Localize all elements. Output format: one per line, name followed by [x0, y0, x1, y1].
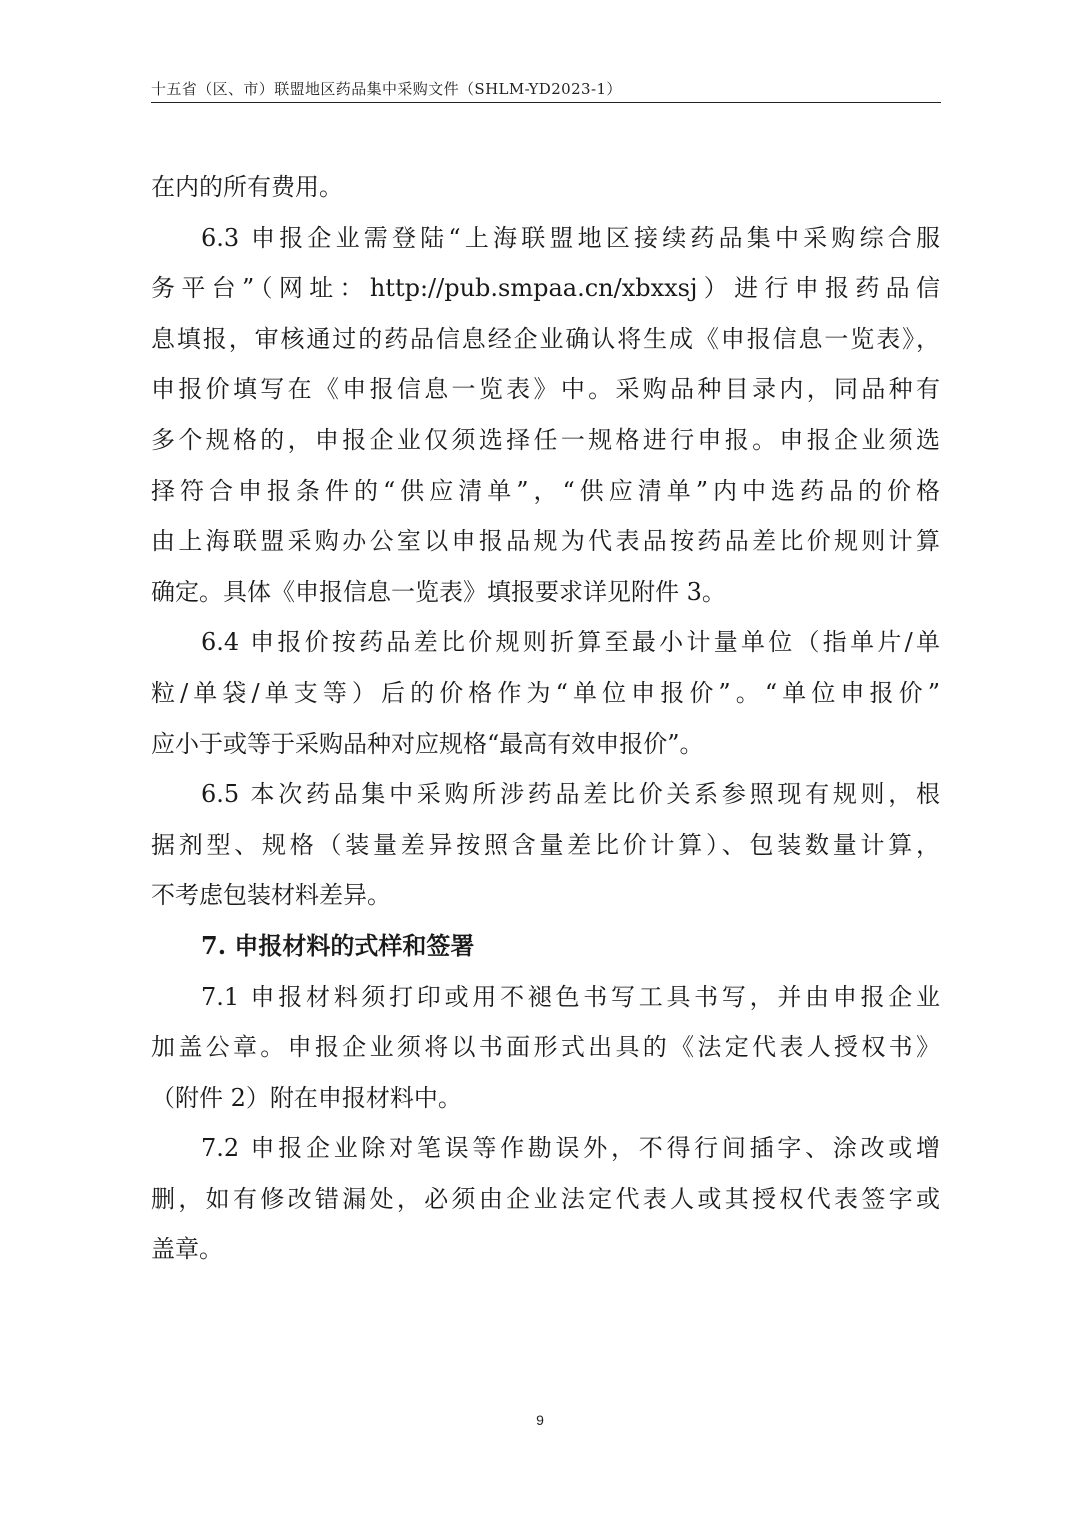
clause-6-5-line: 6.5 本次药品集中采购所涉药品差比价关系参照现有规则，根 — [201, 780, 940, 809]
page-header — [151, 77, 941, 103]
document-title: 十五省（区、市）联盟地区药品集中采购文件（SHLM-YD2023-1） — [151, 80, 622, 98]
clause-7-1-line: 7.1 申报材料须打印或用不褪色书写工具书写，并由申报企业 — [201, 982, 940, 1011]
text-line: 盖章。 — [151, 1235, 223, 1264]
page-number: 9 — [536, 1412, 544, 1428]
text-line: 息填报，审核通过的药品信息经企业确认将生成《申报信息一览表》， — [151, 324, 940, 353]
text-line: 择符合申报条件的“供应清单”，“供应清单”内中选药品的价格 — [151, 476, 940, 505]
clause-7-2-line: 7.2 申报企业除对笔误等作勘误外，不得行间插字、涂改或增 — [201, 1134, 940, 1163]
text-line: 务平台”（网址：http://pub.smpaa.cn/xbxxsj）进行申报药品信 — [151, 274, 940, 303]
text-line: 确定。具体《申报信息一览表》填报要求详见附件 3。 — [151, 577, 726, 606]
text-line: （附件 2）附在申报材料中。 — [151, 1083, 462, 1112]
clause-6-3-line: 6.3 申报企业需登陆“上海联盟地区接续药品集中采购综合服 — [201, 223, 940, 252]
text-line: 不考虑包装材料差异。 — [151, 881, 391, 910]
text-line: 粒/单袋/单支等）后的价格作为“单位申报价”。“单位申报价” — [151, 678, 940, 707]
text-line: 加盖公章。申报企业须将以书面形式出具的《法定代表人授权书》 — [151, 1033, 940, 1062]
text-line: 申报价填写在《申报信息一览表》中。采购品种目录内，同品种有 — [151, 375, 940, 404]
text-line: 删，如有修改错漏处，必须由企业法定代表人或其授权代表签字或 — [151, 1184, 940, 1213]
text-line: 在内的所有费用。 — [151, 173, 343, 201]
section-7-heading: 7. 申报材料的式样和签署 — [201, 930, 475, 960]
text-line: 由上海联盟采购办公室以申报品规为代表品按药品差比价规则计算 — [151, 527, 940, 556]
body-text — [151, 162, 940, 1275]
text-line: 应小于或等于采购品种对应规格“最高有效申报价”。 — [151, 729, 704, 758]
text-line: 多个规格的，申报企业仅须选择任一规格进行申报。申报企业须选 — [151, 425, 940, 454]
clause-6-4-line: 6.4 申报价按药品差比价规则折算至最小计量单位（指单片/单 — [201, 628, 940, 657]
text-line: 据剂型、规格（装量差异按照含量差比价计算）、包装数量计算， — [151, 830, 940, 859]
